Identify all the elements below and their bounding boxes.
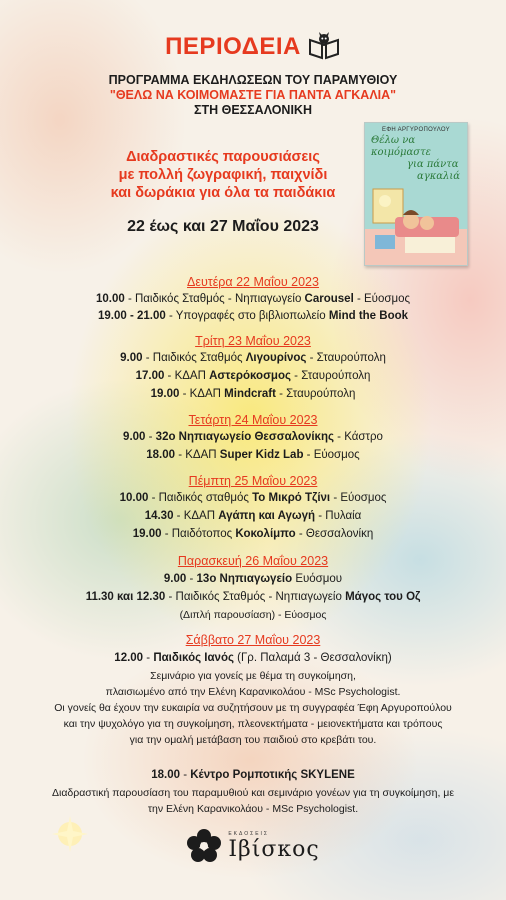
publisher-label: ΕΚΔΟΣΕΙΣ <box>228 830 270 837</box>
event-tuesday-3: 19.00 - ΚΔΑΠ Mindcraft - Σταυρούπολη <box>150 388 356 400</box>
saturday-desc2-2: την Ελένη Καρανικολάου - MSc Psychologist. <box>147 803 359 815</box>
publisher-logo <box>0 828 506 864</box>
event-friday-note: (Διπλή παρουσίαση) - Εύοσμος <box>179 609 327 621</box>
day-heading-thursday: Πέμπτη 25 Μαΐου 2023 <box>188 474 318 488</box>
saturday-desc2-1: Διαδραστική παρουσίαση του παραμυθιού και σεμινάριο γονέων για τη συγκοίμηση, με <box>51 787 455 799</box>
book-title-line-2: για πάντα <box>407 159 459 170</box>
saturday-desc-4: και την ψυχολόγο για τη συγκοίμηση, πλεονεκτήματα - μειονεκτήματα και τρόπους <box>63 718 443 730</box>
saturday-desc-3: Οι γονείς θα έχουν την ευκαιρία να συζητήσουν με τη συγγραφέα Έφη Αργυροπούλου <box>54 702 452 714</box>
saturday-desc-1: Σεμινάριο για γονείς με θέμα τη συγκοίμηση, <box>150 670 356 682</box>
event-monday-2: 19.00 - 21.00 - Υπογραφές στο βιβλιοπωλείο Mind the Book <box>97 310 409 322</box>
event-thursday-3: 19.00 - Παιδότοπος Κοκολίμπο - Θεσσαλονίκη <box>132 528 374 540</box>
promo-line-3: και δωράκια για όλα τα παιδάκια <box>110 185 336 201</box>
book-illustration <box>365 169 467 265</box>
book-title-line-1: Θέλω να κοιμόμαστε <box>371 135 431 158</box>
page-title: ΠΕΡΙΟΔΕΙΑ <box>165 33 301 60</box>
header-line-1: ΠΡΟΓΡΑΜΜΑ ΕΚΔΗΛΩΣΕΩΝ ΤΟΥ ΠΑΡΑΜΥΘΙΟΥ <box>108 73 398 87</box>
book-author: ΕΦΗ ΑΡΓΥΡΟΠΟΥΛΟΥ <box>382 127 450 133</box>
day-heading-wednesday: Τετάρτη 24 Μαΐου 2023 <box>188 413 318 427</box>
title-row <box>0 32 506 62</box>
date-range: 22 έως και 27 Μαΐου 2023 <box>127 218 319 235</box>
book-title-line-3: αγκαλιά <box>417 171 461 182</box>
book-cat-icon <box>307 32 341 62</box>
saturday-desc-5: για την ομαλή μετάβαση του παιδιού στο κρεβάτι του. <box>129 734 377 746</box>
event-saturday-2: 18.00 - Κέντρο Ρομποτικής SKYLENE <box>151 769 355 781</box>
event-monday-1: 10.00 - Παιδικός Σταθμός - Νηπιαγωγείο Carousel - Εύοσμος <box>95 293 411 305</box>
publisher-text <box>228 831 319 862</box>
book-cover <box>364 122 468 266</box>
hibiscus-flower-icon <box>186 828 222 864</box>
event-friday-1: 9.00 - 13ο Νηπιαγωγείο Ευόσμου <box>163 573 343 585</box>
promo-text <box>88 148 358 202</box>
day-heading-friday: Παρασκευή 26 Μαΐου 2023 <box>177 554 329 568</box>
event-tuesday-1: 9.00 - Παιδικός Σταθμός Λιγουρίνος - Σταυρούπολη <box>120 352 386 364</box>
event-tuesday-2: 17.00 - ΚΔΑΠ Αστερόκοσμος - Σταυρούπολη <box>135 370 371 382</box>
publisher-name: Ιβίσκος <box>228 836 320 862</box>
header-line-3: ΣΤΗ ΘΕΣΣΑΛΟΝΙΚΗ <box>193 103 312 117</box>
day-heading-saturday: Σάββατο 27 Μαΐου 2023 <box>185 633 321 647</box>
event-wednesday-1: 9.00 - 32ο Νηπιαγωγείο Θεσσαλονίκης - Κάστρο <box>123 431 383 443</box>
event-saturday-1: 12.00 - Παιδικός Ιανός (Γρ. Παλαμά 3 - Θεσσαλονίκη) <box>114 652 392 664</box>
header-line-2: "ΘΕΛΩ ΝΑ ΚΟΙΜΟΜΑΣΤΕ ΓΙΑ ΠΑΝΤΑ ΑΓΚΑΛΙΑ" <box>109 88 397 102</box>
saturday-desc-2: πλαισιωμένο από την Ελένη Καρανικολάου - MSc Psychologist. <box>105 686 401 698</box>
promo-line-2: με πολλή ζωγραφική, παιχνίδι <box>118 167 328 183</box>
event-friday-2: 11.30 και 12.30 - Παιδικός Σταθμός - Νηπιαγωγείο Μάγος του Οζ <box>85 591 421 603</box>
event-thursday-1: 10.00 - Παιδικός σταθμός Το Μικρό Τζίνι - Εύοσμος <box>119 492 387 504</box>
day-heading-tuesday: Τρίτη 23 Μαΐου 2023 <box>195 334 311 348</box>
promo-line-1: Διαδραστικές παρουσιάσεις <box>126 149 320 165</box>
event-thursday-2: 14.30 - ΚΔΑΠ Αγάπη και Αγωγή - Πυλαία <box>144 510 362 522</box>
event-wednesday-2: 18.00 - ΚΔΑΠ Super Kidz Lab - Εύοσμος <box>146 449 360 461</box>
day-heading-monday: Δευτέρα 22 Μαΐου 2023 <box>187 275 319 289</box>
